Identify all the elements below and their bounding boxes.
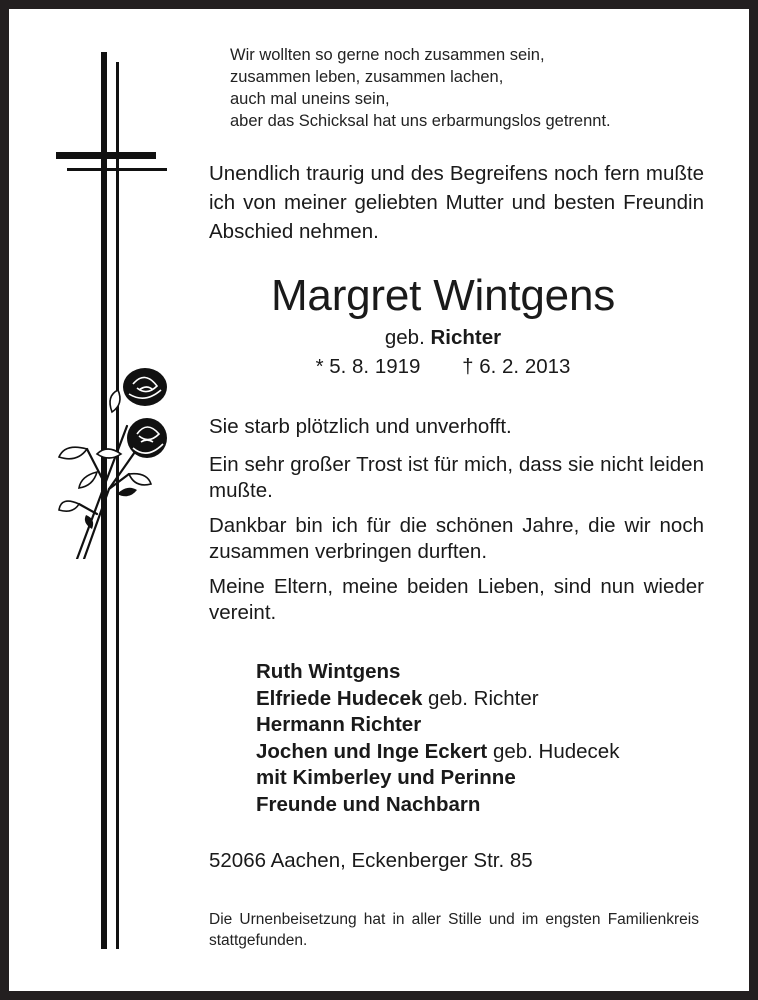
birth-name-value: Richter — [430, 326, 502, 349]
survivor-name: Ruth Wintgens — [256, 660, 401, 683]
birth-name-prefix: geb. — [384, 326, 425, 349]
survivor-entry — [256, 712, 726, 739]
survivor-name: Hermann Richter — [256, 713, 422, 736]
poem-line: zusammen leben, zusammen lachen, — [230, 68, 504, 86]
survivor-entry — [256, 739, 726, 766]
paragraph: Dankbar bin ich für die schönen Jahre, die wir noch zusammen verbringen durften. — [209, 514, 704, 563]
survivor-name: mit Kimberley und Perinne — [256, 766, 516, 789]
survivor-suffix: geb. Hudecek — [487, 739, 620, 763]
survivor-entry — [256, 792, 726, 819]
paragraph: Sie starb plötzlich und unverhofft. — [209, 415, 512, 438]
paragraph: Meine Eltern, meine beiden Lieben, sind nun wieder vereint. — [209, 575, 704, 624]
birth-date: * 5. 8. 1919 — [315, 355, 421, 378]
survivor-name: Elfriede Hudecek — [256, 686, 423, 710]
poem-line: Wir wollten so gerne noch zusammen sein, — [230, 46, 545, 64]
survivor-name: Freunde und Nachbarn — [256, 792, 481, 816]
survivors-list — [256, 659, 726, 818]
birth-name — [209, 325, 677, 351]
poem — [230, 44, 710, 132]
cross-horizontal-line — [67, 168, 167, 171]
life-dates — [209, 354, 677, 380]
survivor-entry — [256, 686, 726, 713]
burial-note: Die Urnenbeisetzung hat in aller Stille und im engsten Familienkreis stattgefunden. — [209, 911, 699, 949]
deceased-name: Margret Wintgens — [270, 271, 616, 320]
survivor-name: Jochen und Inge Eckert — [256, 739, 488, 763]
roses-icon — [57, 354, 172, 559]
death-date: † 6. 2. 2013 — [462, 355, 571, 378]
intro-text: Unendlich traurig und des Begreifens noch fern mußte ich von meiner geliebten Mutter und besten Freundin Abschied nehmen. — [209, 162, 704, 243]
survivor-entry — [256, 765, 726, 792]
poem-line: auch mal uneins sein, — [230, 90, 390, 108]
survivor-entry — [256, 659, 726, 686]
paragraph: Ein sehr großer Trost ist für mich, dass sie nicht leiden mußte. — [209, 453, 704, 502]
cross-horizontal-bar — [56, 152, 156, 159]
address: 52066 Aachen, Eckenberger Str. 85 — [209, 849, 533, 872]
poem-line: aber das Schicksal hat uns erbarmungslos getrennt. — [230, 112, 611, 130]
obituary-card — [9, 9, 749, 991]
survivor-suffix: geb. Richter — [422, 686, 539, 710]
